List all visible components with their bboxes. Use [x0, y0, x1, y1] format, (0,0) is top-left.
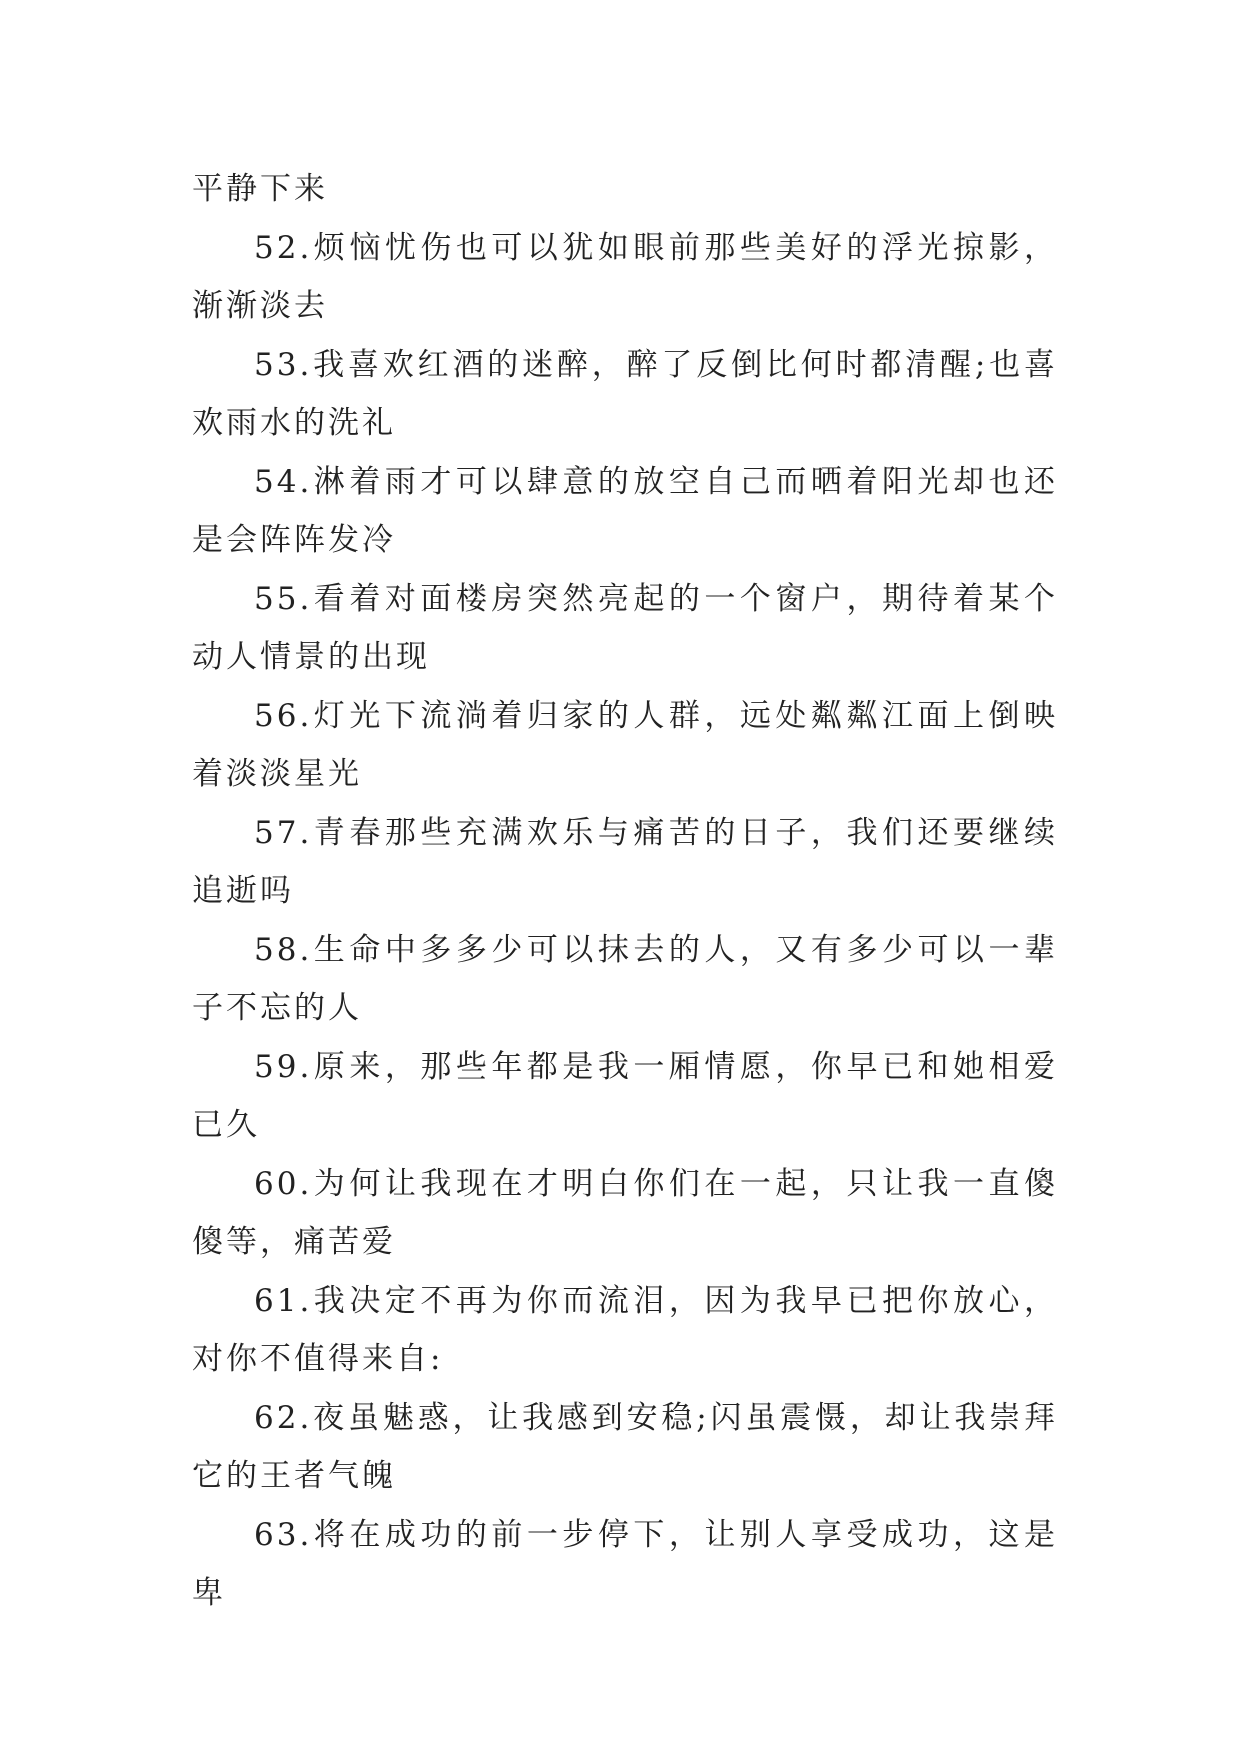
paragraph-54: 54.淋着雨才可以肆意的放空自己而晒着阳光却也还是会阵阵发冷 [192, 463, 1058, 558]
paragraph-59: 59.原来，那些年都是我一厢情愿，你早已和她相爱已久 [192, 1048, 1058, 1143]
paragraph-continuation: 平静下来 [192, 171, 328, 207]
paragraph-56: 56.灯光下流淌着归家的人群，远处粼粼江面上倒映着淡淡星光 [192, 697, 1058, 792]
paragraph-57: 57.青春那些充满欢乐与痛苦的日子，我们还要继续追逝吗 [192, 814, 1058, 909]
paragraph-60: 60.为何让我现在才明白你们在一起，只让我一直傻傻等，痛苦爱 [192, 1165, 1058, 1260]
paragraph-61: 61.我决定不再为你而流泪，因为我早已把你放心，对你不值得来自: [192, 1282, 1058, 1377]
paragraph-63: 63.将在成功的前一步停下，让别人享受成功，这是卑 [192, 1516, 1058, 1611]
paragraph-53: 53.我喜欢红酒的迷醉，醉了反倒比何时都清醒;也喜欢雨水的洗礼 [192, 346, 1058, 441]
paragraph-52: 52.烦恼忧伤也可以犹如眼前那些美好的浮光掠影，渐渐淡去 [192, 229, 1058, 324]
paragraph-55: 55.看着对面楼房突然亮起的一个窗户，期待着某个动人情景的出现 [192, 580, 1058, 675]
paragraph-62: 62.夜虽魅惑，让我感到安稳;闪虽震慑，却让我崇拜它的王者气魄 [192, 1399, 1058, 1494]
paragraph-58: 58.生命中多多少可以抹去的人，又有多少可以一辈子不忘的人 [192, 931, 1058, 1026]
document-body [192, 160, 1058, 1623]
